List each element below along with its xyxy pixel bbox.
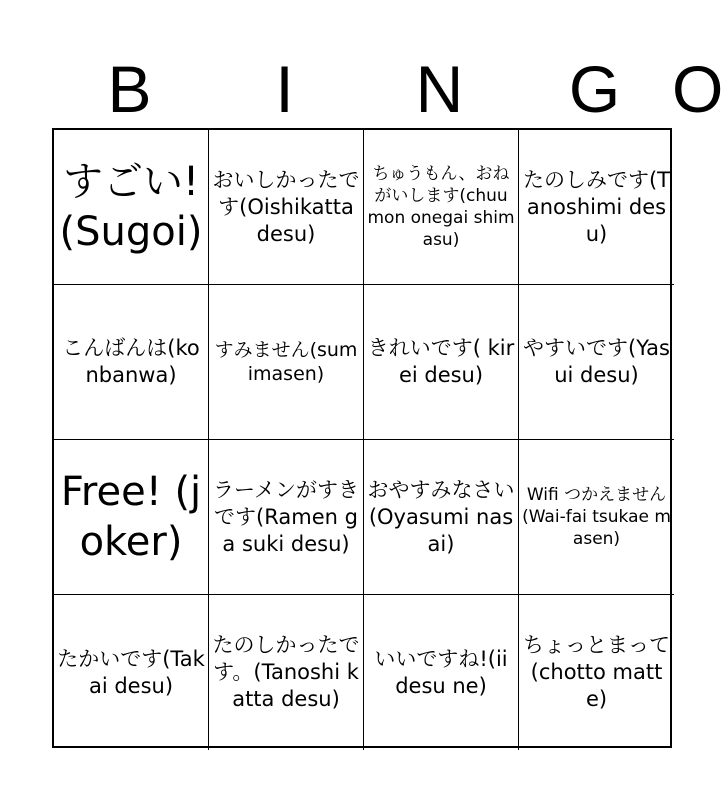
square-text: おいしかったです(Oishikatta desu) <box>212 167 360 246</box>
bingo-square[interactable] <box>364 130 519 285</box>
bingo-square[interactable] <box>209 130 364 285</box>
bingo-square[interactable] <box>364 440 519 595</box>
header-letter-i: I <box>275 52 294 126</box>
square-text: いいですね!(ii desu ne) <box>374 646 508 698</box>
header-letter-g: G <box>568 52 621 126</box>
square-text: Free! (joker) <box>60 469 202 565</box>
bingo-square[interactable] <box>519 130 674 285</box>
square-text: ちょっとまって(chotto matte) <box>523 633 670 711</box>
square-text: たのしかったです。(Tanoshi katta desu) <box>212 633 360 711</box>
bingo-square[interactable] <box>54 130 209 285</box>
header-letter-n: N <box>415 52 464 126</box>
bingo-square[interactable] <box>364 285 519 440</box>
square-text: Wifi つかえません(Wai-fai tsukae masen) <box>522 485 671 549</box>
square-text: すごい!(Sugoi) <box>59 159 203 255</box>
square-text: ちゅうもん、おねがいします(chuumon onegai shimasu) <box>367 164 515 250</box>
header-letter-b: B <box>107 52 152 126</box>
square-text: こんばんは(konbanwa) <box>62 336 200 387</box>
bingo-square[interactable] <box>519 440 674 595</box>
square-text: やすいです(Yasui desu) <box>523 336 670 387</box>
bingo-square[interactable] <box>364 595 519 750</box>
bingo-header: B I N G O <box>52 50 672 128</box>
square-text: ラーメンがすきです(Ramen ga suki desu) <box>213 477 359 556</box>
bingo-card <box>52 128 672 748</box>
square-text: たのしみです(Tanoshimi desu) <box>522 167 671 246</box>
bingo-square[interactable] <box>209 595 364 750</box>
square-text: すみません(sumimasen) <box>214 339 358 385</box>
square-text: たかいです(Takai desu) <box>57 646 205 698</box>
bingo-square[interactable] <box>209 285 364 440</box>
square-text: きれいです( kirei desu) <box>367 336 515 387</box>
bingo-square[interactable] <box>54 285 209 440</box>
bingo-square[interactable] <box>209 440 364 595</box>
square-text: おやすみなさい(Oyasumi nasai) <box>367 477 515 556</box>
bingo-square[interactable] <box>519 595 674 750</box>
bingo-square[interactable] <box>519 285 674 440</box>
bingo-square[interactable] <box>54 595 209 750</box>
bingo-square-free[interactable] <box>54 440 209 595</box>
